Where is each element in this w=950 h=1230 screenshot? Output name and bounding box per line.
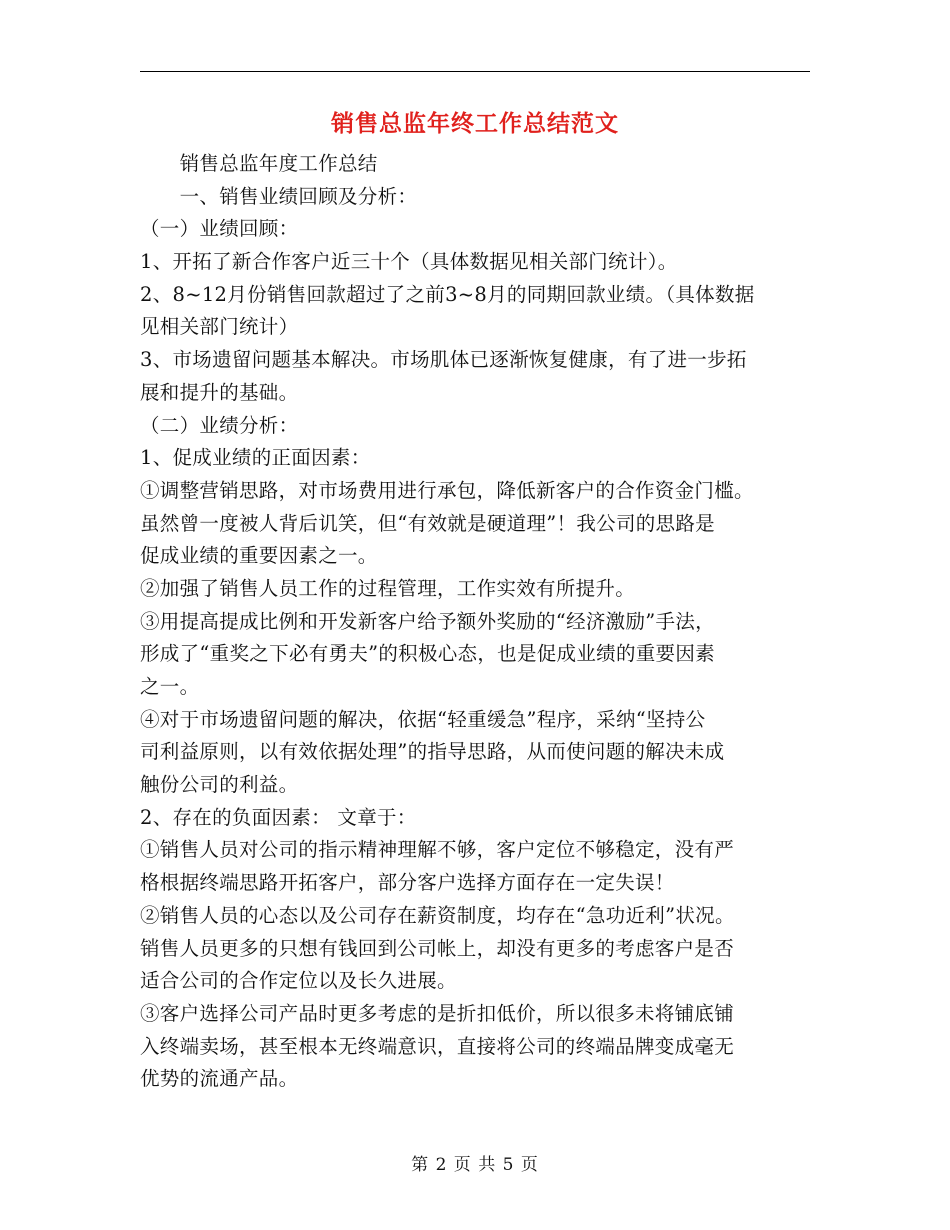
body-line: 触份公司的利益。 [140,773,299,797]
body-line: 优势的流通产品。 [140,1067,299,1091]
body-line: ④对于市场遗留问题的解决，依据“轻重缓急”程序，采纳“坚持公 [140,707,706,731]
body-line: ③客户选择公司产品时更多考虑的是折扣低价，所以很多未将铺底铺 [140,1001,735,1025]
body-line: ③用提高提成比例和开发新客户给予额外奖励的“经济激励”手法， [140,609,715,633]
page-footer: 第 2 页 共 5 页 [411,1155,539,1175]
document-body [140,148,810,1096]
body-line: 1、开拓了新合作客户近三十个（具体数据见相关部门统计）。 [140,250,678,274]
body-line: 入终端卖场，甚至根本无终端意识，直接将公司的终端品牌变成毫无 [140,1034,735,1058]
body-line: ②销售人员的心态以及公司存在薪资制度，均存在“急功近利”状况。 [140,903,735,927]
body-line: ②加强了销售人员工作的过程管理，工作实效有所提升。 [140,576,636,600]
body-line: 司利益原则，以有效依据处理”的指导思路，从而使问题的解决未成 [140,740,725,764]
body-line: 之一。 [140,675,200,698]
body-line: 虽然曾一度被人背后讥笑，但“有效就是硬道理”！我公司的思路是 [140,511,715,535]
document-title: 销售总监年终工作总结范文 [331,110,619,137]
body-line: 促成业绩的重要因素之一。 [140,544,378,568]
body-line: （一）业绩回顾： [140,217,299,241]
body-line: 展和提升的基础。 [140,380,299,404]
body-line: 2、存在的负面因素： 文章于： [140,805,417,829]
body-line: （二）业绩分析： [140,413,299,437]
body-line: 适合公司的合作定位以及长久进展。 [140,969,457,993]
header-rule [140,71,810,72]
body-line: ①调整营销思路，对市场费用进行承包，降低新客户的合作资金门槛。 [140,478,754,502]
body-line: 见相关部门统计） [140,315,299,339]
body-line: 3、市场遗留问题基本解决。市场肌体已逐渐恢复健康，有了进一步拓 [140,348,747,372]
body-line: 1、促成业绩的正面因素： [140,446,371,470]
body-line: 形成了“重奖之下必有勇夫”的积极心态，也是促成业绩的重要因素 [140,642,715,666]
body-line: 格根据终端思路开拓客户，部分客户选择方面存在一定失误！ [140,871,675,895]
body-line: ①销售人员对公司的指示精神理解不够，客户定位不够稳定，没有严 [140,838,735,862]
body-line: 销售总监年度工作总结 [140,152,378,175]
body-line: 一、销售业绩回顾及分析： [140,184,418,208]
body-line: 2、8~12月份销售回款超过了之前3~8月的同期回款业绩。（具体数据 [140,282,755,306]
body-line: 销售人员更多的只想有钱回到公司帐上，却没有更多的考虑客户是否 [140,936,735,960]
